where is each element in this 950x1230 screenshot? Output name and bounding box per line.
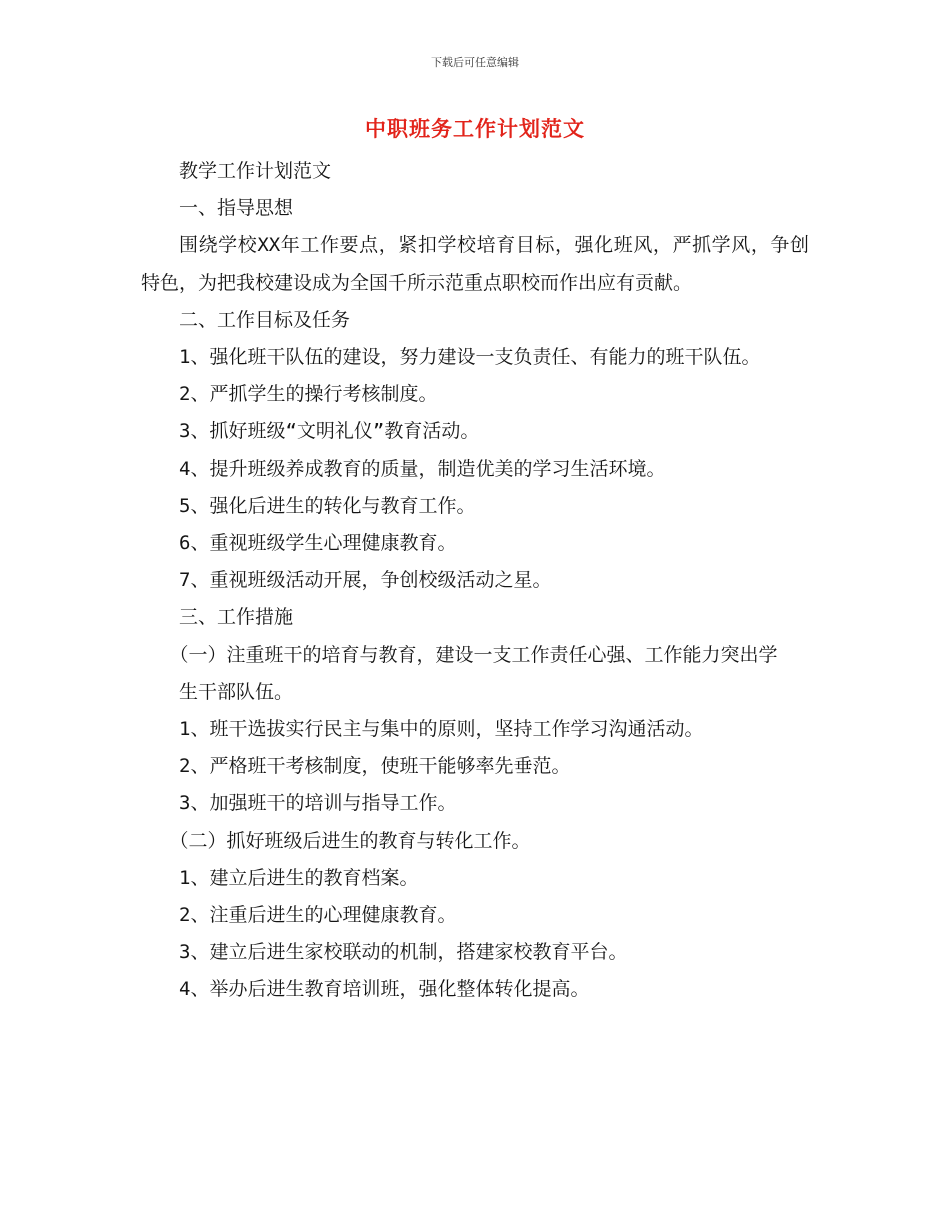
section-heading: 一、指导思想	[179, 197, 294, 220]
header-note: 下载后可任意编辑	[431, 56, 519, 69]
paragraph: 教学工作计划范文	[179, 160, 332, 182]
document-body	[141, 153, 809, 1009]
list-item: 3、加强班干的培训与指导工作。	[179, 792, 457, 815]
section-heading: 三、工作措施	[179, 606, 294, 629]
document-title: 中职班务工作计划范文	[365, 116, 585, 141]
list-item: 1、建立后进生的教育档案。	[179, 866, 419, 889]
list-item: 2、注重后进生的心理健康教育。	[179, 904, 457, 927]
subsection-heading: （一）注重班干的培育与教育，建设一支工作责任心强、工作能力突出学	[169, 643, 778, 666]
list-item: 4、举办后进生教育培训班，强化整体转化提高。	[179, 978, 590, 1001]
list-item: 4、提升班级养成教育的质量，制造优美的学习生活环境。	[179, 457, 666, 480]
list-item: 3、建立后进生家校联动的机制，搭建家校教育平台。	[179, 941, 628, 964]
list-item: 1、班干选拔实行民主与集中的原则，坚持工作学习沟通活动。	[179, 718, 704, 741]
list-item: 1、强化班干队伍的建设，努力建设一支负责任、有能力的班干队伍。	[179, 346, 761, 369]
paragraph: 围绕学校XX年工作要点，紧扣学校培育目标，强化班风，严抓学风，争创特色，为把我校建设成为全国千所示范重点职校而作出应有贡献。	[141, 234, 809, 294]
paragraph: 生干部队伍。	[179, 680, 294, 703]
list-item: 2、严抓学生的操行考核制度。	[179, 383, 438, 406]
list-item: 7、重视班级活动开展，争创校级活动之星。	[179, 569, 552, 592]
subsection-heading: （二）抓好班级后进生的教育与转化工作。	[169, 829, 531, 852]
list-item: 6、重视班级学生心理健康教育。	[179, 532, 457, 555]
section-heading: 二、工作目标及任务	[179, 308, 351, 331]
list-item: 3、抓好班级“文明礼仪”教育活动。	[179, 420, 480, 443]
list-item: 5、强化后进生的转化与教育工作。	[179, 494, 476, 517]
list-item: 2、严格班干考核制度，使班干能够率先垂范。	[179, 755, 571, 778]
